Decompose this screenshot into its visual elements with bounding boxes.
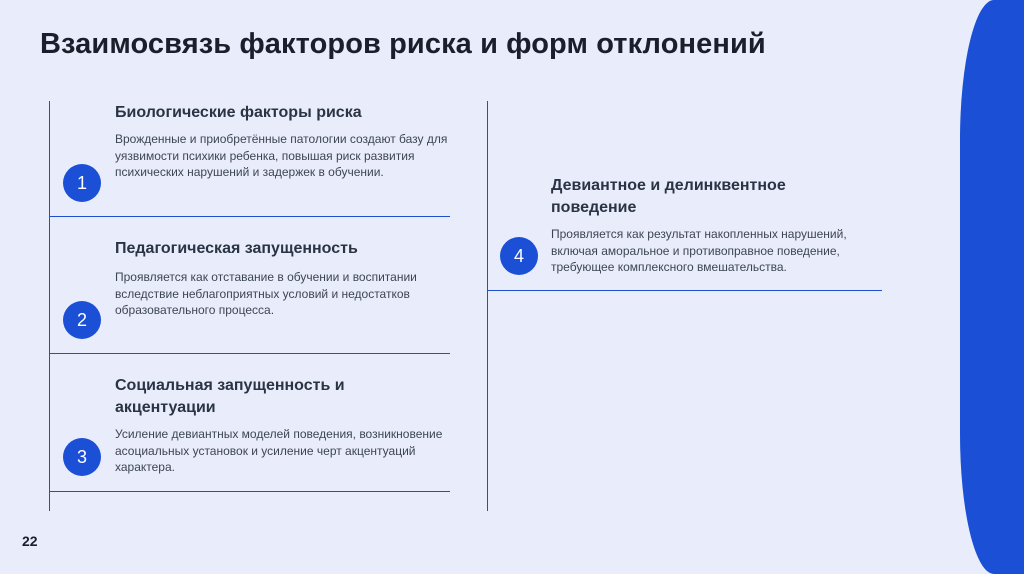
divider-1: [49, 216, 450, 217]
step-number-3: 3: [63, 438, 101, 476]
item-text-3: Усиление девиантных моделей поведения, возникновение асоциальных установок и усиление черт акцентуаций характера.: [115, 427, 443, 474]
left-timeline-line: [49, 101, 50, 511]
item-title-2: Педагогическая запущенность: [115, 240, 358, 257]
item-text-1: Врожденные и приобретённые патологии создают базу для уязвимости психики ребенка, повышая риск развития психических нарушений и задержек в обучении.: [115, 132, 448, 179]
item-title-3: Социальная запущенность и акцентуации: [115, 377, 345, 416]
divider-3: [49, 491, 450, 492]
step-number-2: 2: [63, 301, 101, 339]
decorative-side-band: [960, 0, 1024, 574]
divider-2: [49, 353, 450, 354]
step-number-1: 1: [63, 164, 101, 202]
item-title-4: Девиантное и делинквентное поведение: [551, 177, 786, 216]
item-text-4: Проявляется как результат накопленных нарушений, включая аморальное и противоправное поведение, требующее комплексного вмешательства.: [551, 227, 847, 274]
step-number-4: 4: [500, 237, 538, 275]
right-timeline-line: [487, 101, 488, 511]
divider-4: [487, 290, 882, 291]
page-number: 22: [22, 533, 38, 549]
item-title-1: Биологические факторы риска: [115, 104, 362, 121]
item-text-2: Проявляется как отставание в обучении и воспитании вследствие неблагоприятных условий и недостатков образовательного процесса.: [115, 270, 417, 317]
slide-title: Взаимосвязь факторов риска и форм отклонений: [40, 28, 766, 60]
